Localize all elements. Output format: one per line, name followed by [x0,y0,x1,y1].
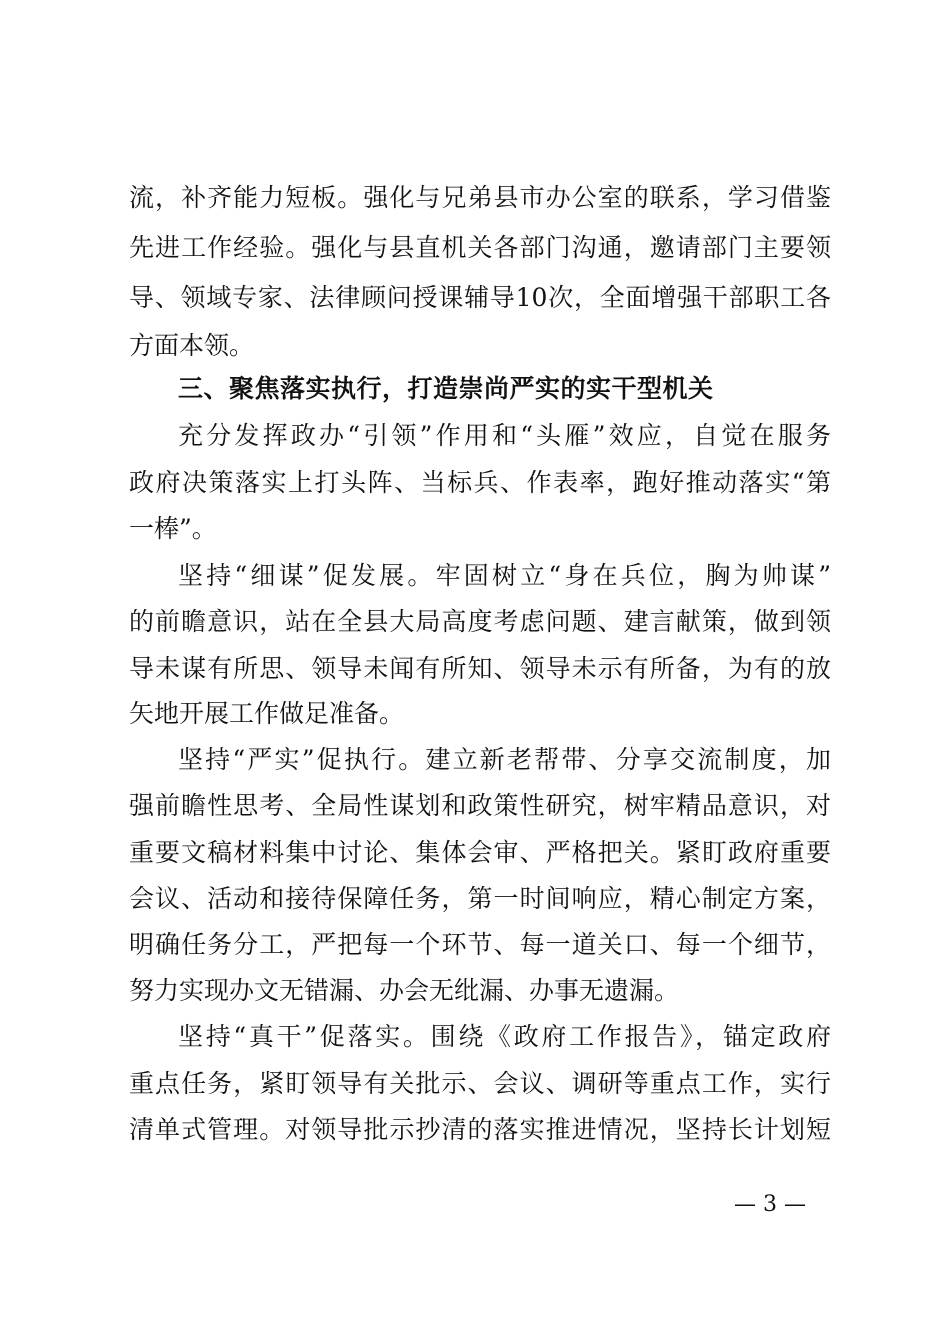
text-line: 先进工作经验。强化与县直机关各部门沟通，邀请部门主要领 [129,233,831,262]
text-line: 努力实现办文无错漏、办会无纰漏、办事无遗漏。 [129,976,680,1005]
page-number: — 3 — [734,1192,806,1217]
text-line: 的前瞻意识，站在全县大局高度考虑问题、建言献策，做到领 [129,607,831,636]
text-line: 坚持“真干”促落实。围绕《政府工作报告》，锚定政府 [178,1022,831,1051]
text-line: 导、领域专家、法律顾问授课辅导10次，全面增强干部职工各 [129,283,831,312]
section-heading: 三、聚焦落实执行，打造崇尚严实的实干型机关 [178,374,714,403]
text-line: 坚持“细谋”促发展。牢固树立“身在兵位，胸为帅谋” [178,561,831,590]
text-line: 重要文稿材料集中讨论、集体会审、严格把关。紧盯政府重要 [129,838,831,867]
text-line: 流，补齐能力短板。强化与兄弟县市办公室的联系，学习借鉴 [129,183,831,212]
text-line: 重点任务，紧盯领导有关批示、会议、调研等重点工作，实行 [129,1069,831,1098]
text-line: 政府决策落实上打头阵、当标兵、作表率，跑好推动落实“第 [129,468,831,497]
text-line: 方面本领。 [129,331,255,360]
text-line: 充分发挥政办“引领”作用和“头雁”效应，自觉在服务 [178,421,831,450]
text-line: 清单式管理。对领导批示抄清的落实推进情况，坚持长计划短 [129,1115,831,1144]
text-line: 导未谋有所思、领导未闻有所知、领导未示有所备，为有的放 [129,654,831,683]
text-line: 强前瞻性思考、全局性谋划和政策性研究，树牢精品意识，对 [129,791,831,820]
text-line: 一棒”。 [129,514,217,543]
text-line: 会议、活动和接待保障任务，第一时间响应，精心制定方案， [129,884,831,913]
text-line: 坚持“严实”促执行。建立新老帮带、分享交流制度，加 [178,745,831,774]
text-line: 矢地开展工作做足准备。 [129,699,405,728]
text-line: 明确任务分工，严把每一个环节、每一道关口、每一个细节， [129,930,831,959]
